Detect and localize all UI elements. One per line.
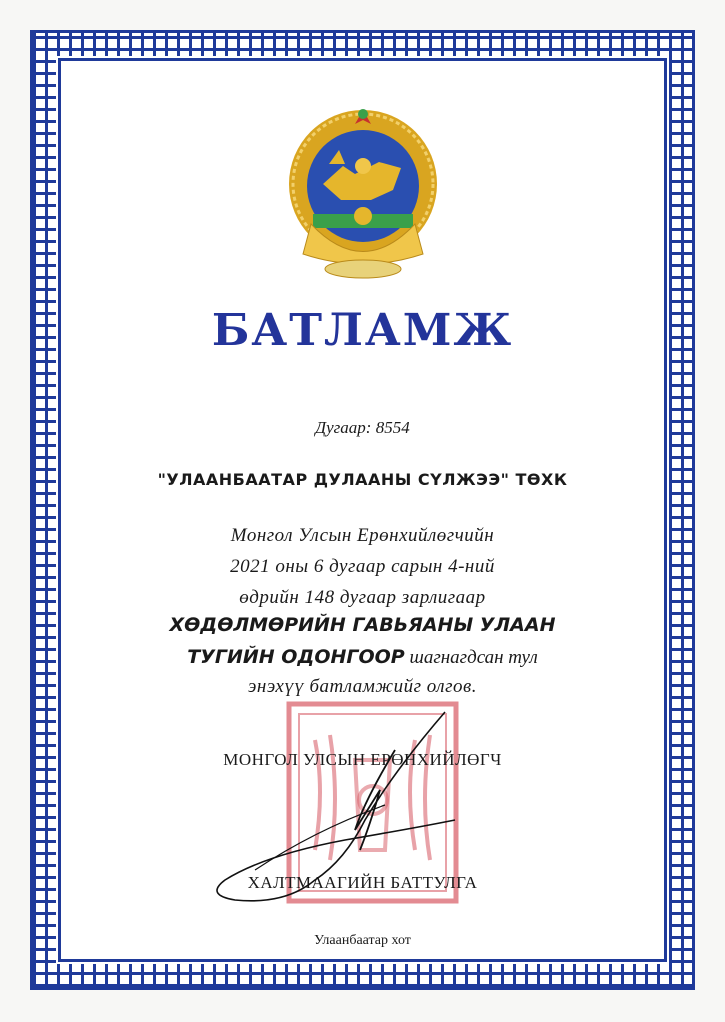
issue-city: Улаанбаатар хот bbox=[314, 933, 411, 948]
award-name-line-2 bbox=[0, 646, 725, 669]
body-text-line-2: 2021 оны 6 дугаар сарын 4-ний bbox=[230, 556, 495, 577]
body-text-line-3: өдрийн 148 дугаар зарлигаар bbox=[239, 587, 486, 608]
certificate-title: БАТЛАМЖ bbox=[211, 305, 514, 356]
award-name-line-2-bold: ТУГИЙН ОДОНГООР bbox=[187, 646, 405, 668]
body-text-line-4: энэхүү батламжийг олгов. bbox=[248, 676, 477, 697]
signer-name: ХАЛТМААГИЙН БАТТУЛГА bbox=[247, 873, 478, 892]
award-name-line-2-tail: шагнагдсан тул bbox=[404, 647, 538, 668]
state-emblem-icon bbox=[283, 104, 443, 282]
body-text-line-1: Монгол Улсын Ерөнхийлөгчийн bbox=[230, 525, 495, 546]
award-name-line-1: ХӨДӨЛМӨРИЙН ГАВЬЯАНЫ УЛААН bbox=[169, 614, 556, 636]
handwritten-signature bbox=[195, 710, 495, 910]
signer-position: МОНГОЛ УЛСЫН ЕРӨНХИЙЛӨГЧ bbox=[223, 750, 502, 769]
organization-name: "УЛААНБААТАР ДУЛААНЫ СҮЛЖЭЭ" ТӨХК bbox=[157, 470, 568, 489]
certificate-number: Дугаар: 8554 bbox=[315, 418, 410, 437]
